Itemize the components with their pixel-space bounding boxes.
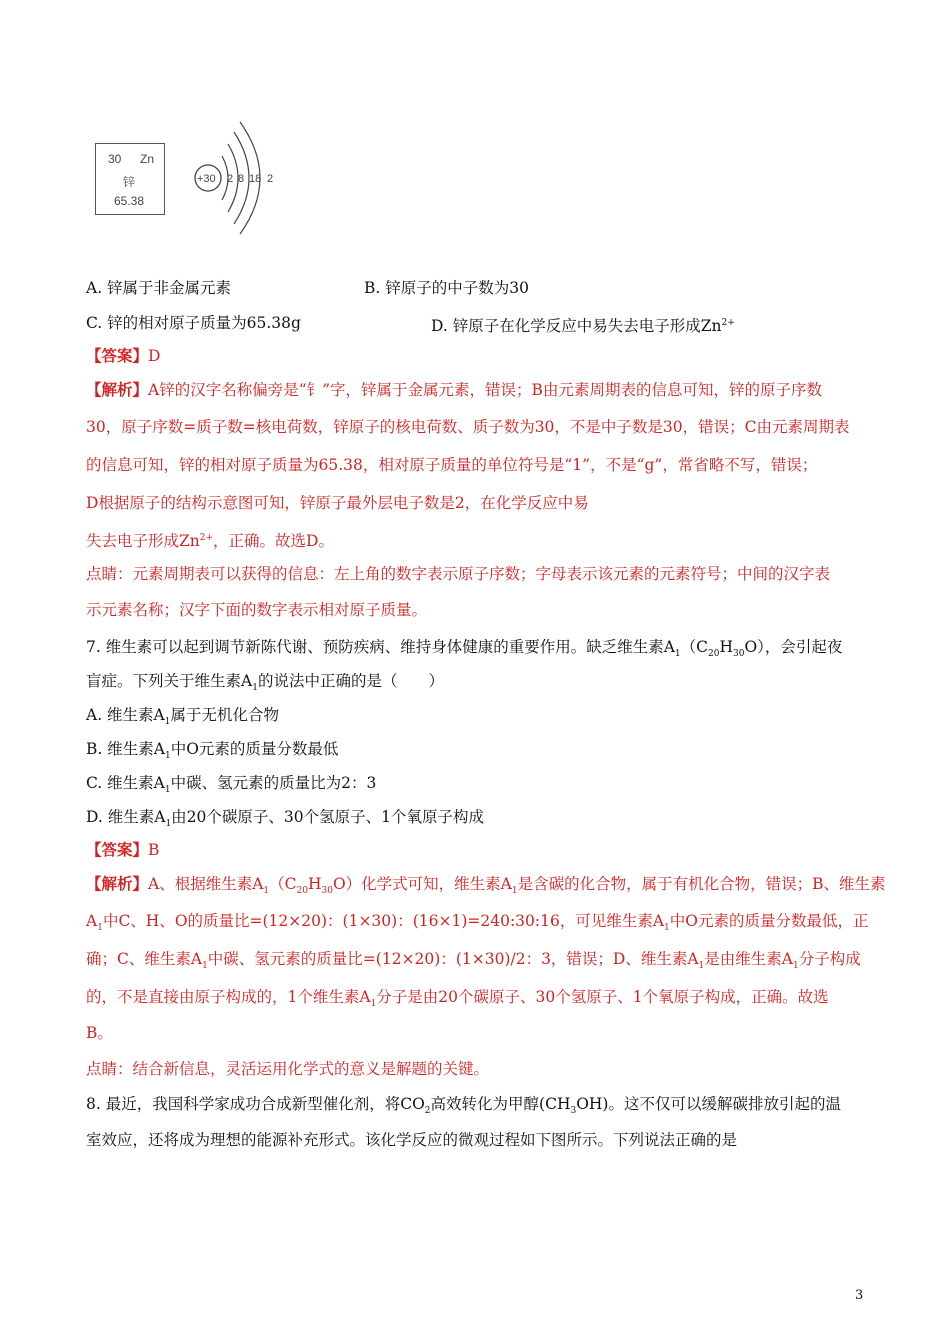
q6-tip-line-1: 点睛：元素周期表可以获得的信息：左上角的数字表示原子序数；字母表示该元素的元素符号；中间的汉字表 — [86, 565, 831, 583]
q8-stem-line-1: 8. 最近，我国科学家成功合成新型催化剂，将$CO_2$高效转化为甲醇$(CH_3OH)$。这不仅可以缓解碳排放引起的温 — [86, 1095, 841, 1117]
shell-count-3: 18 — [249, 173, 262, 185]
q8-stem-line-2: 室效应，还将成为理想的能源补充形式。该化学反应的微观过程如下图所示。下列说法正确的是 — [86, 1131, 738, 1149]
element-name: 锌 — [123, 175, 136, 189]
shell-count-4: 2 — [267, 173, 274, 185]
periodic-table-cell — [95, 143, 165, 215]
q7-analysis-line-5: B。 — [86, 1024, 113, 1042]
q7-stem-line-2: 盲症。下列关于维生素$A_1$的说法中正确的是（ ） — [86, 672, 444, 694]
q6-analysis-line-3: 的信息可知，锌的相对原子质量为65.38，相对原子质量的单位符号是“1”，不是“g”，常省略不写，错误； — [86, 456, 818, 474]
q6-option-a: A. 锌属于非金属元素 — [86, 279, 232, 297]
q6-answer: 【答案】D — [86, 346, 161, 365]
q7-analysis-line-4: 的，不是直接由原子构成的，1个维生素$A_1$分子是由20个碳原子、30个氢原子、1个氧原子构成，正确。故选 — [86, 988, 829, 1010]
q6-analysis-line-4: D根据原子的结构示意图可知，锌原子最外层电子数是2，在化学反应中易 — [86, 494, 589, 512]
q6-analysis-line-1: 【解析】A锌的汉字名称偏旁是“钅”字，锌属于金属元素，错误；B由元素周期表的信息可知，锌的原子序数 — [86, 380, 822, 399]
q6-option-b: B. 锌原子的中子数为30 — [364, 279, 529, 297]
shell-count-1: 2 — [227, 173, 234, 185]
q7-option-d: D. 维生素$A_1$由20个碳原子、30个氢原子、1个氧原子构成 — [86, 808, 484, 830]
q6-analysis-line-2: 30，原子序数=质子数=核电荷数，锌原子的核电荷数、质子数为30，不是中子数是30，错误；C由元素周期表 — [86, 418, 850, 436]
atomic-mass: 65.38 — [114, 194, 145, 208]
element-symbol: Zn — [140, 152, 155, 166]
q6-option-d: D. 锌原子在化学反应中易失去电子形成$Zn^{2+}$ — [431, 317, 735, 336]
q7-option-a: A. 维生素$A_1$属于无机化合物 — [86, 706, 279, 728]
q7-analysis-line-3: 确；C、维生素$A_1$中碳、氢元素的质量比=(12×20)：(1×30)/2：3，错误；D、维生素$A_1$是由维生素$A_1$分子构成 — [86, 950, 861, 972]
q6-option-c: C. 锌的相对原子质量为65.38g — [86, 314, 301, 332]
element-number: 30 — [108, 152, 122, 166]
q6-option-row-1 — [86, 278, 529, 298]
q7-answer: 【答案】B — [86, 840, 160, 859]
q6-option-row-2 — [86, 313, 735, 336]
nucleus-charge: +30 — [197, 173, 216, 185]
q7-analysis-line-1: 【解析】A、根据维生素$A_1(C_{20}H_{30}O)$化学式可知，维生素$A_1$是含碳的化合物，属于有机化合物，错误；B、维生素 — [86, 874, 886, 897]
q7-tip: 点睛：结合新信息，灵活运用化学式的意义是解题的关键。 — [86, 1060, 490, 1078]
page-number: 3 — [855, 1288, 864, 1303]
q7-option-c: C. 维生素$A_1$中碳、氢元素的质量比为2：3 — [86, 774, 377, 796]
q7-stem-line-1: 7. 维生素可以起到调节新陈代谢、预防疾病、维持身体健康的重要作用。缺乏维生素$A_1(C_{20}H_{30}O)$，会引起夜 — [86, 638, 843, 660]
q7-analysis-line-2: $A_1$中C、H、O的质量比=(12×20)：(1×30)：(16×1)=240:30:16，可见维生素$A_1$中O元素的质量分数最低，正 — [86, 912, 869, 934]
atom-structure-diagram — [188, 118, 288, 238]
q7-option-b: B. 维生素$A_1$中O元素的质量分数最低 — [86, 740, 339, 762]
q6-tip-line-2: 示元素名称；汉字下面的数字表示相对原子质量。 — [86, 601, 428, 619]
q6-analysis-line-5: 失去电子形成$Zn^{2+}$，正确。故选D。 — [86, 532, 334, 551]
shell-count-2: 8 — [238, 173, 245, 185]
